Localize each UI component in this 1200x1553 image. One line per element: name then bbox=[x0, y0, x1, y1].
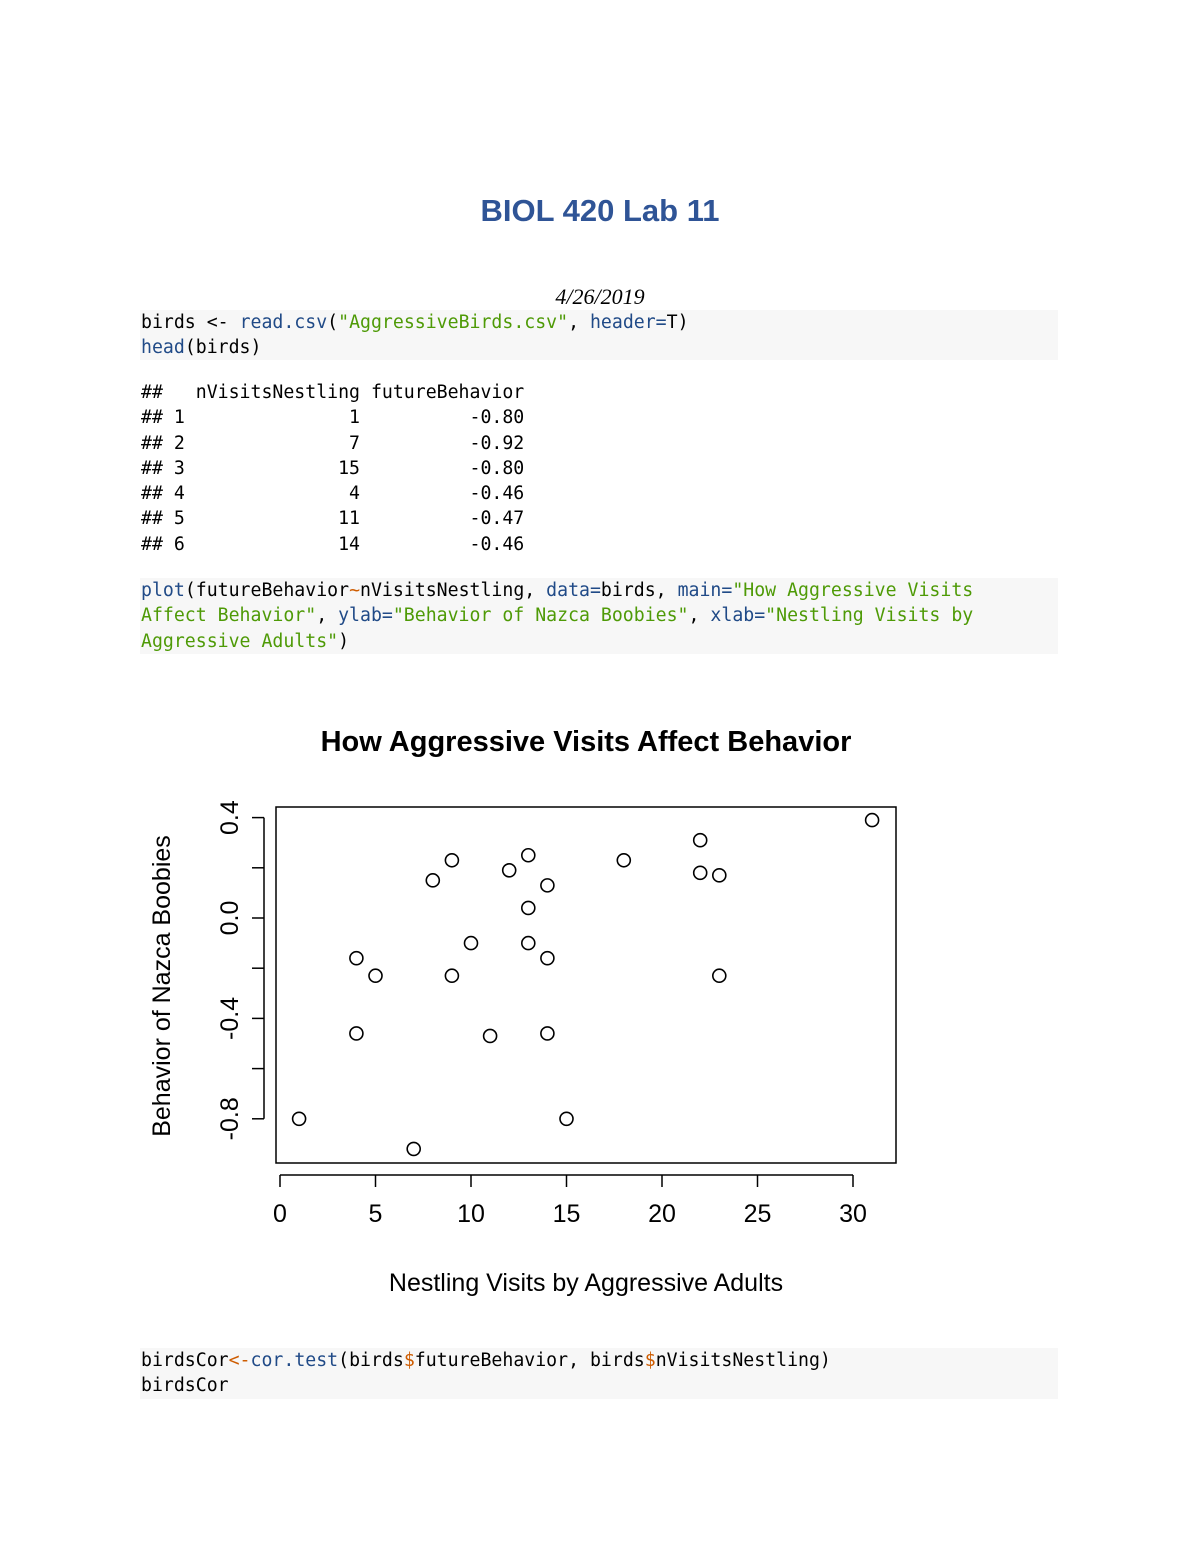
output-line: ## 5 11 -0.47 bbox=[141, 508, 525, 530]
data-point bbox=[541, 1027, 554, 1040]
x-tick-label: 0 bbox=[273, 1200, 287, 1228]
output-line: ## 2 7 -0.92 bbox=[141, 432, 525, 454]
code-block-plot bbox=[140, 578, 1058, 654]
code-function: read.csv bbox=[239, 312, 328, 333]
data-point bbox=[445, 969, 458, 982]
code-token: birds <- bbox=[141, 312, 240, 333]
code-argument: data= bbox=[546, 580, 601, 601]
data-point bbox=[560, 1112, 573, 1125]
data-point bbox=[713, 869, 726, 882]
scatter-plot bbox=[140, 705, 920, 1305]
code-token: futureBehavior, birds bbox=[414, 1350, 645, 1371]
y-tick-label: 0.0 bbox=[216, 900, 244, 936]
code-line-head bbox=[141, 335, 1058, 360]
data-point bbox=[713, 969, 726, 982]
data-points bbox=[293, 814, 879, 1156]
data-point bbox=[522, 937, 535, 950]
data-point bbox=[617, 854, 630, 867]
x-axis bbox=[273, 1175, 867, 1228]
code-string: "AggressiveBirds.csv" bbox=[338, 312, 569, 333]
chart-title: How Aggressive Visits Affect Behavior bbox=[320, 726, 852, 758]
code-token: ( bbox=[327, 312, 339, 333]
code-line-plot-2 bbox=[141, 603, 1058, 628]
code-function: head bbox=[141, 337, 185, 359]
code-operator: ~ bbox=[349, 580, 361, 601]
x-tick-label: 25 bbox=[743, 1200, 772, 1228]
code-line-cor-test bbox=[141, 1348, 1058, 1373]
y-tick-label: -0.8 bbox=[216, 1097, 244, 1141]
data-point bbox=[541, 879, 554, 892]
data-point bbox=[350, 1027, 363, 1040]
y-axis bbox=[216, 800, 264, 1140]
data-point bbox=[503, 864, 516, 877]
data-point bbox=[293, 1112, 306, 1125]
data-point bbox=[426, 874, 439, 887]
code-token: , bbox=[568, 312, 590, 333]
data-point bbox=[866, 814, 879, 827]
code-operator: <- bbox=[228, 1350, 251, 1371]
code-token: birdsCor bbox=[141, 1350, 229, 1371]
data-point bbox=[445, 854, 458, 867]
data-point bbox=[465, 937, 478, 950]
code-line-plot-3 bbox=[141, 629, 1058, 654]
code-token: ) bbox=[338, 630, 350, 652]
code-string: Aggressive Adults" bbox=[141, 630, 339, 652]
output-line: ## 4 4 -0.46 bbox=[141, 483, 525, 505]
output-line: ## 3 15 -0.80 bbox=[141, 457, 525, 479]
x-axis-label: Nestling Visits by Aggressive Adults bbox=[388, 1269, 784, 1297]
output-line: ## 6 14 -0.46 bbox=[141, 533, 525, 555]
x-tick-label: 10 bbox=[457, 1200, 485, 1228]
data-point bbox=[541, 952, 554, 965]
data-point bbox=[694, 834, 707, 847]
code-operator: $ bbox=[403, 1350, 415, 1371]
data-point bbox=[350, 952, 363, 965]
code-line-read-csv bbox=[141, 310, 1058, 335]
code-string: "Nestling Visits by bbox=[765, 605, 974, 627]
data-point bbox=[407, 1142, 420, 1155]
code-argument: xlab= bbox=[710, 605, 766, 627]
y-tick-label: -0.4 bbox=[216, 996, 244, 1040]
code-argument: ylab= bbox=[338, 605, 393, 627]
data-point bbox=[522, 901, 535, 914]
data-point bbox=[484, 1029, 497, 1042]
code-token: (birds) bbox=[184, 337, 262, 359]
output-line: ## nVisitsNestling futureBehavior bbox=[141, 382, 525, 403]
data-point bbox=[522, 849, 535, 862]
code-operator: $ bbox=[644, 1350, 656, 1371]
document-date: 4/26/2019 bbox=[555, 284, 645, 309]
plot-frame bbox=[276, 807, 896, 1163]
output-line: ## 1 1 -0.80 bbox=[141, 407, 525, 429]
document-title: BIOL 420 Lab 11 bbox=[480, 193, 720, 228]
code-token: , bbox=[316, 605, 339, 627]
code-token: T) bbox=[666, 312, 689, 333]
code-function: cor.test bbox=[250, 1350, 339, 1371]
code-block-cor-test bbox=[140, 1348, 1058, 1399]
code-token: nVisitsNestling) bbox=[655, 1350, 831, 1371]
code-block-read-data bbox=[140, 310, 1058, 360]
x-tick-label: 20 bbox=[648, 1200, 676, 1228]
x-tick-label: 30 bbox=[839, 1200, 867, 1228]
code-string: Affect Behavior" bbox=[141, 605, 317, 627]
code-line-plot-1 bbox=[141, 578, 1058, 603]
code-argument: header= bbox=[589, 312, 667, 333]
code-token: (birds bbox=[338, 1350, 404, 1371]
code-token: nVisitsNestling, bbox=[360, 580, 547, 601]
code-token: (futureBehavior bbox=[184, 580, 350, 601]
data-point bbox=[369, 969, 382, 982]
code-token: birds, bbox=[600, 580, 678, 601]
x-tick-label: 5 bbox=[368, 1200, 383, 1228]
code-string: "Behavior of Nazca Boobies" bbox=[392, 605, 689, 627]
console-output bbox=[141, 380, 524, 557]
y-axis-label: Behavior of Nazca Boobies bbox=[148, 835, 176, 1137]
data-point bbox=[694, 866, 707, 879]
y-tick-label: 0.4 bbox=[216, 800, 244, 835]
code-token: , bbox=[688, 605, 711, 627]
code-line-print: birdsCor bbox=[141, 1375, 229, 1397]
code-function: plot bbox=[141, 580, 185, 601]
code-string: "How Aggressive Visits bbox=[732, 580, 974, 601]
x-tick-label: 15 bbox=[552, 1200, 581, 1228]
code-argument: main= bbox=[677, 580, 733, 601]
